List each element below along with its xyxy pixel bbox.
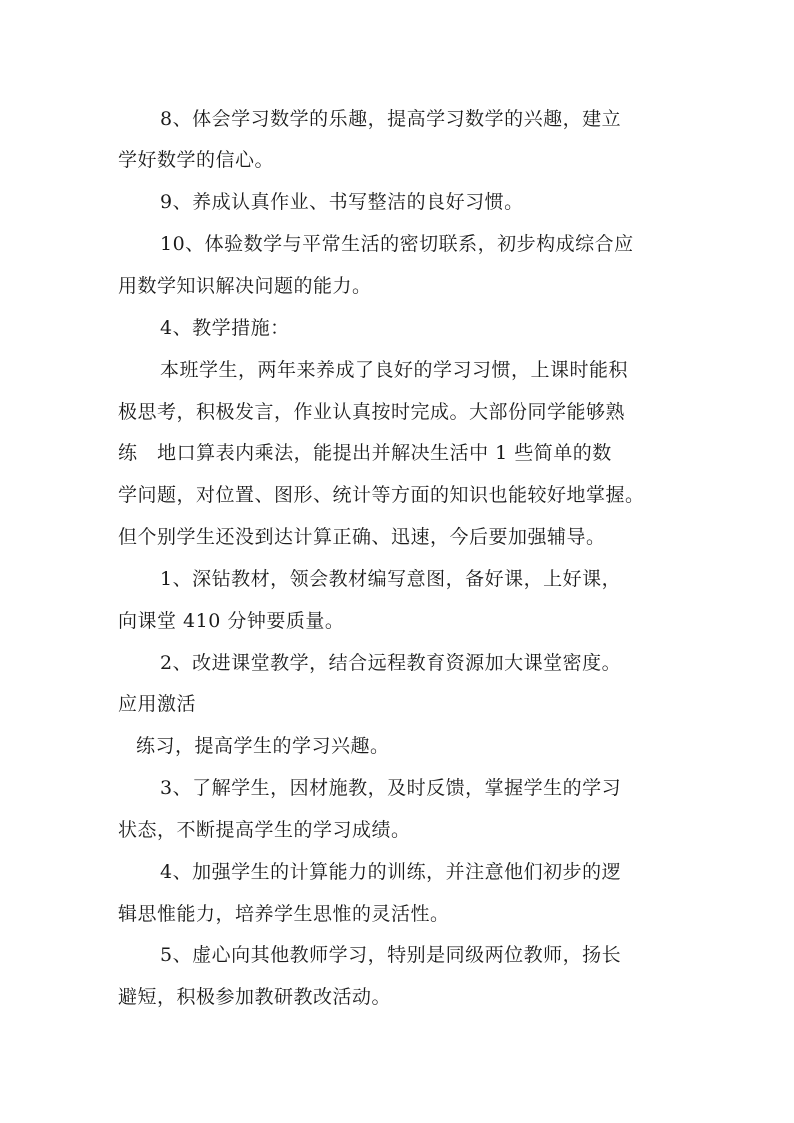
- text-line: 但个别学生还没到达计算正确、迅速，今后要加强辅导。: [118, 526, 606, 548]
- text-line: 避短，积极参加教研教改活动。: [118, 986, 392, 1008]
- text-line: 10、体验数学与平常生活的密切联系，初步构成综合应: [160, 233, 634, 255]
- text-line: 向课堂 410 分钟要质量。: [118, 610, 345, 632]
- section-heading: 4、教学措施：: [160, 317, 290, 339]
- text-line: 1、深钻教材，领会教材编写意图，备好课，上好课，: [160, 568, 622, 590]
- text-line: 应用激活: [118, 693, 197, 715]
- text-line: 2、改进课堂教学，结合远程教育资源加大课堂密度。: [160, 652, 622, 674]
- text-line: 8、体会学习数学的乐趣，提高学习数学的兴趣，建立: [160, 108, 622, 130]
- text-line: 用数学知识解决问题的能力。: [118, 275, 372, 297]
- text-line: 3、了解学生，因材施教，及时反馈，掌握学生的学习: [160, 777, 622, 799]
- text-line: 4、加强学生的计算能力的训练，并注意他们初步的逻: [160, 861, 622, 883]
- text-line: 5、虚心向其他教师学习，特别是同级两位教师，扬长: [160, 944, 622, 966]
- text-line: 状态，不断提高学生的学习成绩。: [118, 819, 411, 841]
- text-line: 9、养成认真作业、书写整洁的良好习惯。: [160, 191, 524, 213]
- text-line: 练 地口算表内乘法，能提出并解决生活中 1 些简单的数: [118, 442, 612, 464]
- text-line: 练习，提高学生的学习兴趣。: [136, 735, 390, 757]
- text-line: 极思考，积极发言，作业认真按时完成。大部份同学能够熟: [118, 401, 626, 423]
- text-line: 辑思惟能力，培养学生思惟的灵活性。: [118, 903, 450, 925]
- text-line: 本班学生，两年来养成了良好的学习习惯，上课时能积: [160, 359, 629, 381]
- text-line: 学问题，对位置、图形、统计等方面的知识也能较好地掌握。: [118, 484, 645, 506]
- text-line: 学好数学的信心。: [118, 149, 275, 171]
